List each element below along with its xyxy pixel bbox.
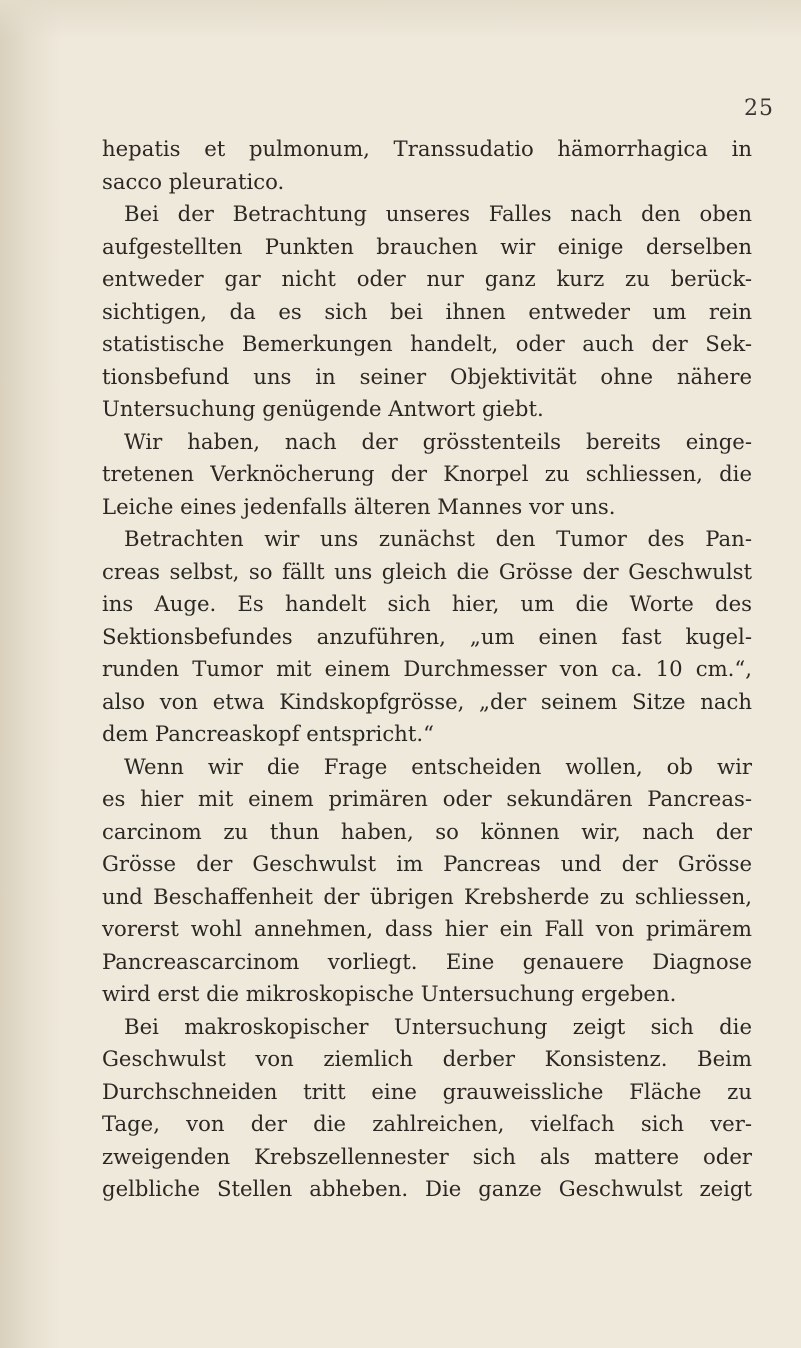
text-line: Durchschneiden tritt eine grauweissliche Fläche zu xyxy=(102,1078,752,1104)
page-top-shadow xyxy=(0,0,801,40)
text-line: tionsbefund uns in seiner Objektivität ohne nähere xyxy=(102,363,752,389)
text-line: Wenn wir die Frage entscheiden wollen, ob wir xyxy=(124,753,752,779)
text-line: Leiche eines jedenfalls älteren Mannes vor uns. xyxy=(102,493,616,519)
text-line: ins Auge. Es handelt sich hier, um die Worte des xyxy=(102,591,752,616)
text-line: dem Pancreaskopf entspricht.“ xyxy=(102,721,434,746)
text-line: und Beschaffenheit der übrigen Krebsherde zu schliessen, xyxy=(102,883,752,909)
text-line: creas selbst, so fällt uns gleich die Grösse der Geschwulst xyxy=(102,558,752,584)
text-line: runden Tumor mit einem Durchmesser von ca. 10 cm.“, xyxy=(102,656,752,681)
text-line: zweigenden Krebszellennester sich als mattere oder xyxy=(102,1143,752,1169)
text-line: Untersuchung genügende Antwort giebt. xyxy=(102,396,544,421)
page-edge-shadow xyxy=(0,0,60,1348)
text-line: Geschwulst von ziemlich derber Konsistenz. Beim xyxy=(102,1046,752,1071)
text-line: gelbliche Stellen abheben. Die ganze Geschwulst zeigt xyxy=(102,1176,752,1201)
text-line: vorerst wohl annehmen, dass hier ein Fall von primärem xyxy=(102,916,752,941)
text-line: Bei der Betrachtung unseres Falles nach den oben xyxy=(124,201,752,226)
text-line: hepatis et pulmonum, Transsudatio hämorrhagica in xyxy=(102,136,752,161)
text-line: Betrachten wir uns zunächst den Tumor des Pan- xyxy=(124,526,752,551)
body-text xyxy=(102,133,752,1206)
text-line: also von etwa Kindskopfgrösse, „der seinem Sitze nach xyxy=(102,688,752,714)
text-line: Bei makroskopischer Untersuchung zeigt sich die xyxy=(124,1013,752,1039)
text-line: Tage, von der die zahlreichen, vielfach sich ver- xyxy=(102,1111,752,1136)
text-line: Grösse der Geschwulst im Pancreas und der Grösse xyxy=(102,851,752,876)
text-line: statistische Bemerkungen handelt, oder auch der Sek- xyxy=(102,331,752,356)
text-line: wird erst die mikroskopische Untersuchung ergeben. xyxy=(102,981,677,1006)
text-line: sacco pleuratico. xyxy=(102,168,285,194)
text-line: sichtigen, da es sich bei ihnen entweder um rein xyxy=(102,298,752,324)
text-line: aufgestellten Punkten brauchen wir einige derselben xyxy=(102,233,752,259)
text-line: carcinom zu thun haben, so können wir, nach der xyxy=(102,818,752,844)
text-line: es hier mit einem primären oder sekundären Pancreas- xyxy=(102,786,752,811)
text-line: Pancreascarcinom vorliegt. Eine genauere Diagnose xyxy=(102,948,752,974)
text-line: Wir haben, nach der grösstenteils bereits einge- xyxy=(124,428,752,454)
text-line: Sektionsbefundes anzuführen, „um einen fast kugel- xyxy=(102,623,752,649)
text-line: entweder gar nicht oder nur ganz kurz zu berück- xyxy=(102,266,752,291)
page-number: 25 xyxy=(744,96,774,121)
text-line: tretenen Verknöcherung der Knorpel zu schliessen, die xyxy=(102,461,752,486)
